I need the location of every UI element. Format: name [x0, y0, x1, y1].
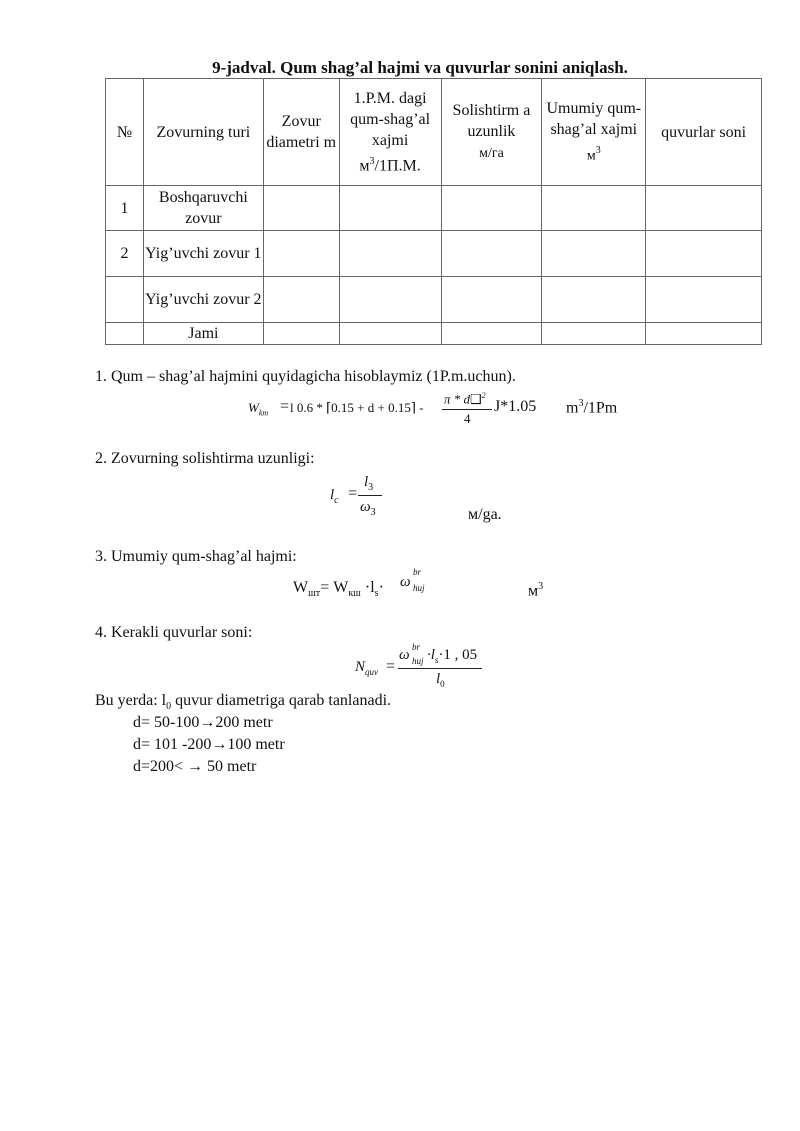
f4-lhs: N — [355, 659, 366, 675]
cell-no — [106, 323, 144, 345]
header-total-volume-text: Umumiy qum-shag’al xajmi — [546, 99, 642, 138]
f4-num-rest-sub: s — [434, 655, 439, 665]
header-total-volume-unit-sup: 3 — [595, 144, 601, 156]
f2-eq: = — [348, 485, 358, 502]
f1-body: l 0.6 * ⌈0.15 + d + 0.15⌉ - — [290, 400, 424, 415]
f4-num-sub: huj — [412, 656, 424, 666]
table-row — [106, 323, 762, 345]
f1-fraction-bar — [442, 409, 492, 410]
f4-eq: = — [386, 658, 396, 675]
f1-lhs-sub: km — [258, 408, 269, 418]
table-row — [106, 186, 762, 231]
f4-fraction-bar — [398, 668, 482, 669]
f3-l-sub: s — [374, 588, 379, 600]
cell-no — [106, 277, 144, 323]
f1-eq: = — [280, 398, 290, 415]
notes-intro-b: quvur diametriga qarab tanlanadi. — [171, 692, 392, 709]
table-header-row — [106, 79, 762, 186]
f4-lhs-sub: quv — [365, 667, 379, 677]
f1-den: 4 — [464, 411, 471, 426]
note-item: d=200< → 50 metr — [133, 758, 257, 775]
header-diameter: Zovur diametri m — [263, 79, 339, 186]
header-total-volume — [542, 79, 646, 186]
step-2-text: 2. Zovurning solishtirma uzunligi: — [95, 450, 315, 467]
results-table — [105, 78, 762, 345]
f1-num: π * d — [444, 391, 471, 407]
f2-den-sub: 3 — [370, 507, 376, 518]
header-type: Zovurning turi — [143, 79, 263, 186]
cell-type: Jami — [143, 323, 263, 345]
header-volume-per-pm-unit-sup: 3 — [369, 155, 375, 167]
table-row — [106, 231, 762, 277]
f3-w-sub: кш — [348, 588, 361, 600]
step-1-text: 1. Qum – shag’al hajmini quyidagicha hisoblaymiz (1P.m.uchun). — [95, 368, 516, 385]
f4-num-tail: ·1 , 05 — [438, 647, 478, 663]
f4-num-sup: br — [412, 642, 421, 652]
f2-num-sub: 3 — [368, 482, 374, 493]
header-specific-length-unit: м/га — [479, 146, 504, 161]
f1-unit-sup: 3 — [578, 398, 584, 409]
f3-lhs-sub: шт — [308, 588, 321, 600]
cell-type: Boshqaruvchi zovur — [143, 186, 263, 231]
notes-intro-a: Bu yerda: l — [95, 692, 167, 709]
f4-den: l — [436, 671, 441, 687]
cell-type: Yig’uvchi zovur 1 — [143, 231, 263, 277]
f2-unit: м/ga. — [468, 506, 502, 523]
notes-intro-sub: 0 — [166, 701, 172, 713]
f3-unit-sup: 3 — [538, 581, 544, 592]
note-item: d= 101 -200→100 metr — [133, 736, 285, 753]
step-3-text: 3. Umumiy qum-shag’al hajmi: — [95, 548, 297, 565]
f3-dot: · — [378, 579, 384, 596]
f1-num-sup: 2 — [481, 391, 486, 400]
f4-num-rest: ·l — [427, 647, 435, 663]
f2-num: l — [364, 474, 369, 490]
cell-type: Yig’uvchi zovur 2 — [143, 277, 263, 323]
header-no: № — [106, 79, 144, 186]
header-specific-length-text: Solishtirm a uzunlik — [452, 102, 531, 140]
f1-unit-tail: /1Pm — [583, 399, 618, 417]
f3-mid: ·l — [360, 579, 375, 596]
f3-omega-sup: br — [413, 567, 422, 577]
f3-omega-sub: huj — [413, 583, 425, 593]
f3-lhs: W — [293, 579, 309, 596]
f2-fraction-bar — [358, 495, 382, 496]
f1-tail: J*1.05 — [494, 398, 537, 415]
f2-lhs-sub: c — [334, 495, 339, 506]
f3-omega: ω — [400, 574, 411, 590]
header-volume-per-pm-text: 1.P.M. dagi qum-shag’al xajmi — [350, 89, 431, 149]
note-item: d= 50-100→200 metr — [133, 714, 273, 731]
header-specific-length — [441, 79, 542, 186]
cell-no: 2 — [106, 231, 144, 277]
f2-den: ω — [360, 499, 371, 515]
step-4-text: 4. Kerakli quvurlar soni: — [95, 624, 253, 641]
header-volume-per-pm-unit-base: м — [359, 157, 370, 175]
f4-num-omega: ω — [399, 647, 410, 663]
table-row — [106, 277, 762, 323]
f2-lhs: l — [330, 487, 335, 503]
table-caption: 9-jadval. Qum shag’al hajmi va quvurlar sonini aniqlash. — [212, 58, 628, 77]
f3-eq: = W — [320, 579, 349, 596]
header-pipes: quvurlar soni — [646, 79, 762, 186]
f1-unit-base: m — [566, 399, 579, 417]
header-volume-per-pm-unit-tail: /1П.М. — [374, 157, 421, 175]
f1-lhs: W — [248, 400, 259, 415]
f4-den-sub: 0 — [440, 679, 445, 689]
header-volume-per-pm — [339, 79, 441, 186]
cell-no: 1 — [106, 186, 144, 231]
notes-intro — [95, 692, 391, 712]
f3-unit-base: м — [528, 582, 539, 600]
header-total-volume-unit-base: м — [586, 148, 596, 164]
